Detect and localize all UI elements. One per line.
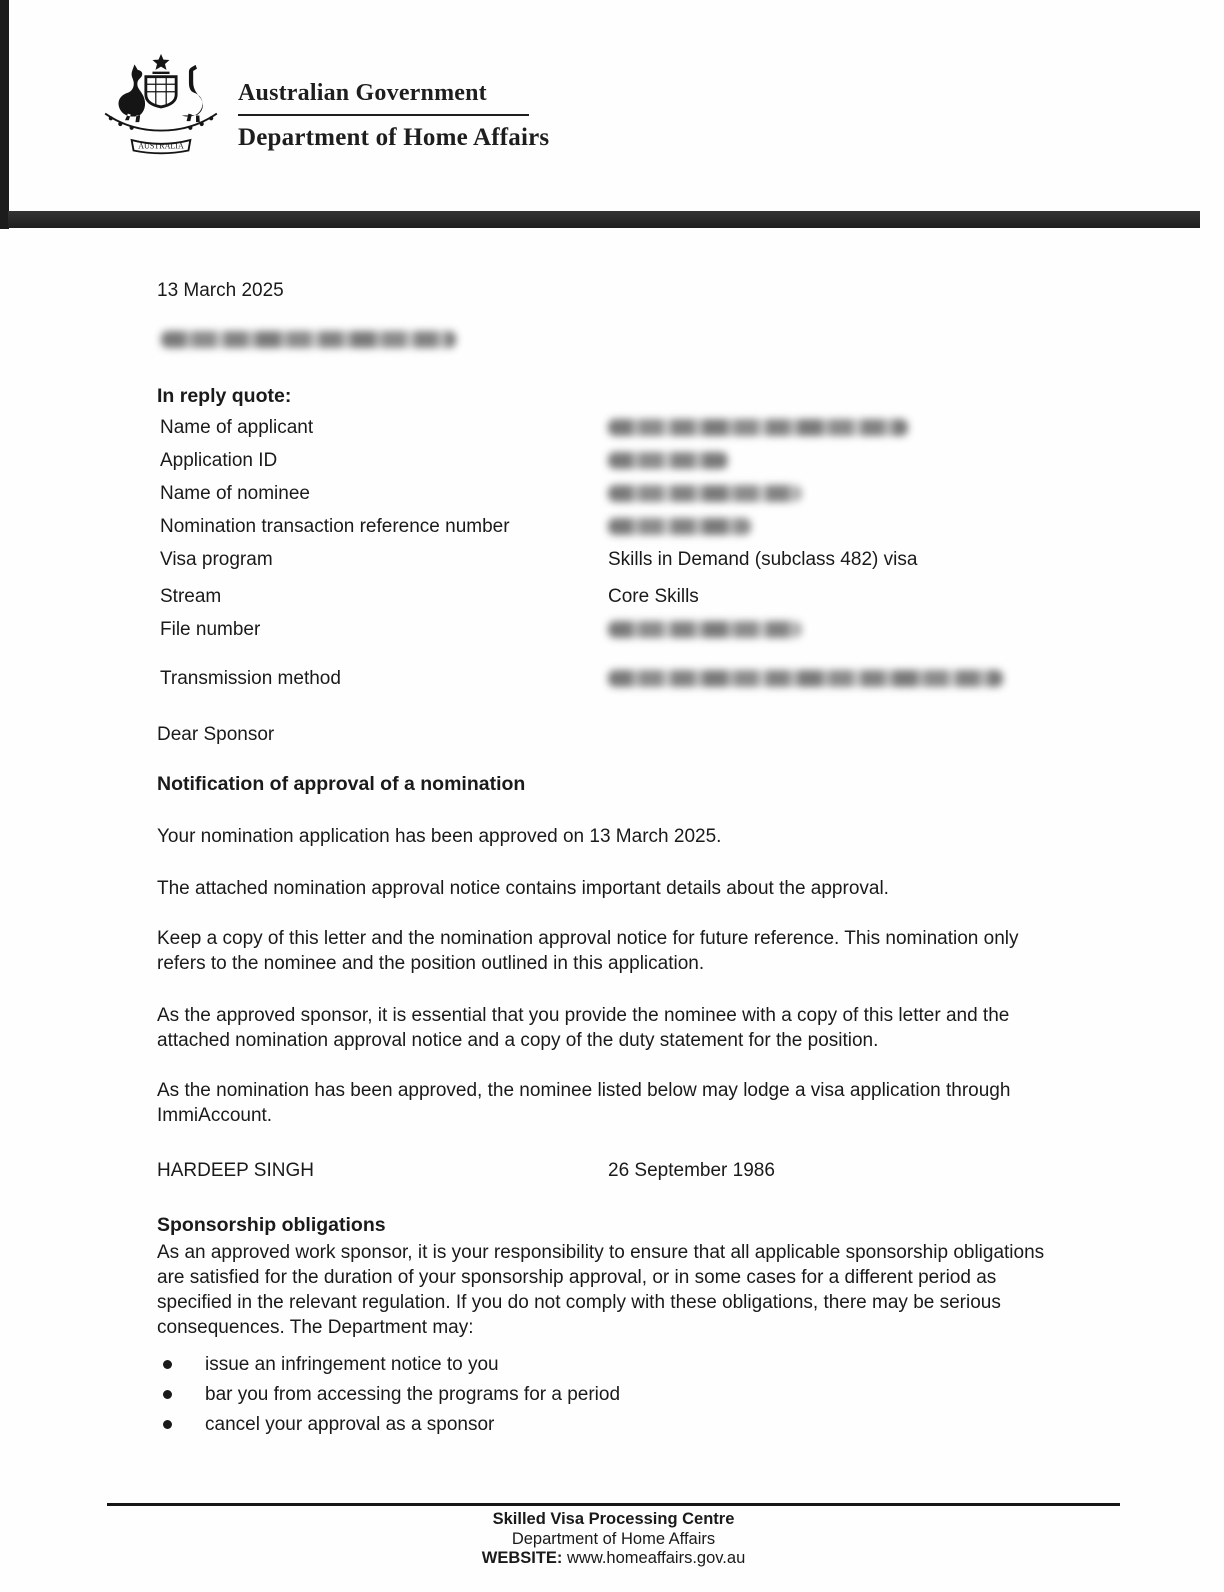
- wordmark-divider: [238, 114, 529, 116]
- nominee-date-of-birth: 26 September 1986: [608, 1160, 775, 1181]
- field-label: Name of applicant: [160, 417, 314, 438]
- footer-website-label: WEBSITE:: [481, 1549, 563, 1567]
- sponsorship-obligations-intro: As an approved work sponsor, it is your responsibility to ensure that all applicable sponsorship obligations are satisfied for the duration of your sponsorship approval, or in some cases for a different period as specified in the relevant regulation. If you do not comply with these obligations, there may be serious consequences. The Department may:: [157, 1242, 1045, 1338]
- header-divider-bar: [8, 211, 1200, 228]
- field-label: File number: [160, 619, 261, 640]
- government-wordmark: [238, 80, 549, 152]
- field-value-redacted: [608, 419, 908, 436]
- page-footer: [107, 1503, 1120, 1569]
- paragraph-lodge-visa: As the nomination has been approved, the nominee listed below may lodge a visa application through ImmiAccount.: [157, 1080, 1011, 1126]
- letter-date: 13 March 2025: [157, 280, 284, 301]
- letter-body: [157, 229, 1062, 1442]
- field-value: Skills in Demand (subclass 482) visa: [608, 549, 918, 570]
- field-row-file-number: [157, 617, 1062, 642]
- list-item-cancel-approval: cancel your approval as a sponsor: [157, 1412, 1062, 1437]
- footer-website-line: [107, 1549, 1120, 1569]
- footer-website-url: www.homeaffairs.gov.au: [567, 1549, 746, 1567]
- footer-centre-name: Skilled Visa Processing Centre: [492, 1510, 735, 1528]
- field-value: Core Skills: [608, 586, 699, 607]
- list-item-bar-access: bar you from accessing the programs for a period: [157, 1382, 1062, 1407]
- field-value-redacted: [608, 670, 1003, 687]
- field-label: Nomination transaction reference number: [160, 516, 510, 537]
- nominee-row: [157, 1158, 1062, 1183]
- svg-text:AUSTRALIA: AUSTRALIA: [138, 141, 184, 151]
- paragraph-attached-notice: The attached nomination approval notice contains important details about the approval.: [157, 878, 889, 899]
- list-item-infringement: issue an infringement notice to you: [157, 1352, 1062, 1377]
- field-value-redacted: [608, 452, 728, 469]
- field-value-redacted: [608, 518, 751, 535]
- sponsorship-obligations-heading: Sponsorship obligations: [157, 1214, 386, 1236]
- department-title: Department of Home Affairs: [238, 124, 550, 151]
- nominee-name: HARDEEP SINGH: [157, 1160, 314, 1181]
- field-row-transmission-method: [157, 666, 1062, 691]
- government-title: Australian Government: [238, 80, 487, 106]
- field-label: Stream: [160, 586, 222, 607]
- australian-coat-of-arms-icon: [90, 50, 232, 162]
- recipient-name-redacted: [161, 331, 456, 348]
- field-label: Name of nominee: [160, 483, 310, 504]
- field-row-nomination-reference: [157, 514, 1062, 539]
- field-row-application-id: [157, 448, 1062, 473]
- subject-heading: Notification of approval of a nomination: [157, 773, 526, 795]
- field-value-redacted: [608, 485, 801, 502]
- field-row-stream: [157, 584, 1062, 609]
- field-label: Application ID: [160, 450, 278, 471]
- reference-fields: [157, 415, 1062, 642]
- footer-department: Department of Home Affairs: [511, 1529, 716, 1548]
- paragraph-keep-copy: Keep a copy of this letter and the nomination approval notice for future reference. This nomination only refers to the nominee and the position outlined in this application.: [157, 928, 1019, 974]
- field-row-visa-program: [157, 547, 1062, 572]
- field-label: Visa program: [160, 549, 273, 570]
- field-row-name-of-nominee: [157, 481, 1062, 506]
- paragraph-provide-nominee: As the approved sponsor, it is essential that you provide the nominee with a copy of this letter and the attached nomination approval notice and a copy of the duty statement for the position.: [157, 1005, 1010, 1051]
- consequences-list: [157, 1352, 1062, 1437]
- field-row-name-of-applicant: [157, 415, 1062, 440]
- field-label: Transmission method: [160, 668, 341, 689]
- in-reply-quote-heading: In reply quote:: [157, 385, 292, 407]
- paragraph-approval: Your nomination application has been approved on 13 March 2025.: [157, 826, 722, 847]
- salutation: Dear Sponsor: [157, 724, 275, 745]
- scan-edge-artifact: [0, 0, 9, 229]
- field-value-redacted: [608, 621, 801, 638]
